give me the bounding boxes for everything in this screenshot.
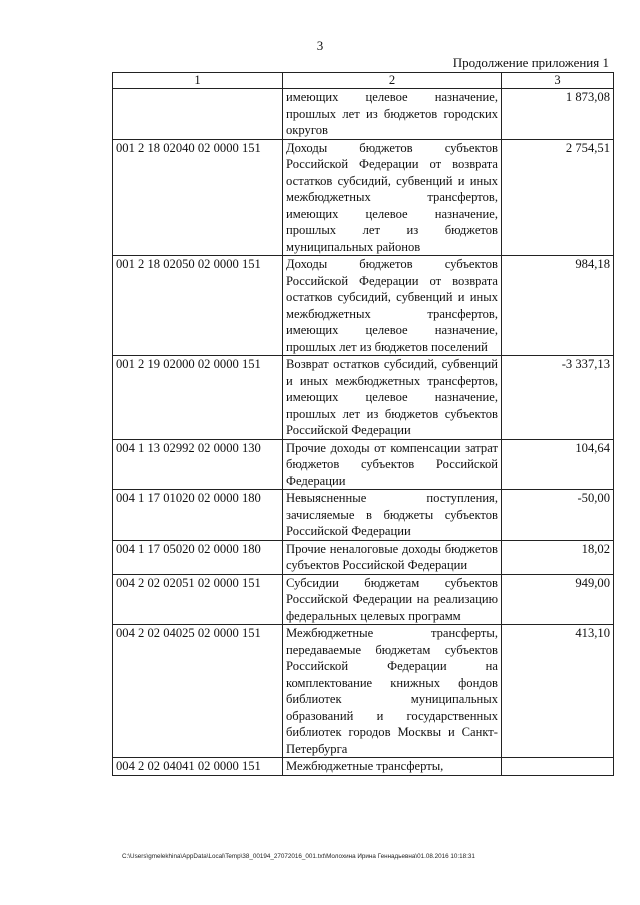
- row-description: Доходы бюджетов субъектов Российской Федерации от возврата остатков субсидий, субвенций и иных межбюджетных трансфертов, имеющих целевое назначение, прошлых лет из бюджетов муниципальных районов: [283, 139, 502, 256]
- row-description: Прочие неналоговые доходы бюджетов субъектов Российской Федерации: [283, 540, 502, 574]
- row-code: [113, 89, 283, 140]
- row-description: Возврат остатков субсидий, субвенций и иных межбюджетных трансфертов, имеющих целевое назначение, прошлых лет из бюджетов субъектов Российской Федерации: [283, 356, 502, 440]
- table-row: [113, 574, 614, 625]
- table-row: [113, 540, 614, 574]
- table-row: [113, 356, 614, 440]
- row-code: 001 2 19 02000 02 0000 151: [113, 356, 283, 440]
- row-amount: [502, 758, 614, 776]
- table-row: [113, 256, 614, 356]
- row-description: Межбюджетные трансферты, передаваемые бюджетам субъектов Российской Федерации на комплектование книжных фондов библиотек муниципальных образований и государственных библиотек городов Москвы и Санкт-Петербурга: [283, 625, 502, 758]
- column-header-description: 2: [283, 73, 502, 89]
- row-amount: 984,18: [502, 256, 614, 356]
- row-description: Невыясненные поступления, зачисляемые в бюджеты субъектов Российской Федерации: [283, 490, 502, 541]
- row-amount: 104,64: [502, 439, 614, 490]
- table-row: [113, 89, 614, 140]
- row-code: 004 1 17 05020 02 0000 180: [113, 540, 283, 574]
- row-amount: 2 754,51: [502, 139, 614, 256]
- row-amount: -50,00: [502, 490, 614, 541]
- row-amount: -3 337,13: [502, 356, 614, 440]
- row-code: 004 2 02 04025 02 0000 151: [113, 625, 283, 758]
- row-code: 004 2 02 04041 02 0000 151: [113, 758, 283, 776]
- column-header-amount: 3: [502, 73, 614, 89]
- table-row: [113, 758, 614, 776]
- footer-file-path: C:\Users\gmelekhina\AppData\Local\Temp\38_00194_27072016_001.txt\Молохина Ирина Геннадьевна\01.08.2016 10:18:31: [122, 853, 475, 860]
- row-code: 004 1 17 01020 02 0000 180: [113, 490, 283, 541]
- row-code: 004 2 02 02051 02 0000 151: [113, 574, 283, 625]
- row-code: 004 1 13 02992 02 0000 130: [113, 439, 283, 490]
- table-row: [113, 439, 614, 490]
- row-code: 001 2 18 02050 02 0000 151: [113, 256, 283, 356]
- row-code: 001 2 18 02040 02 0000 151: [113, 139, 283, 256]
- row-amount: 1 873,08: [502, 89, 614, 140]
- table-row: [113, 139, 614, 256]
- page-number: 3: [316, 38, 324, 53]
- row-description: Межбюджетные трансферты,: [283, 758, 502, 776]
- row-amount: 949,00: [502, 574, 614, 625]
- budget-table: [112, 72, 614, 776]
- row-amount: 413,10: [502, 625, 614, 758]
- table-row: [113, 625, 614, 758]
- row-description: Прочие доходы от компенсации затрат бюджетов субъектов Российской Федерации: [283, 439, 502, 490]
- table-header-row: [113, 73, 614, 89]
- row-description: имеющих целевое назначение, прошлых лет из бюджетов городских округов: [283, 89, 502, 140]
- table-row: [113, 490, 614, 541]
- column-header-code: 1: [113, 73, 283, 89]
- row-amount: 18,02: [502, 540, 614, 574]
- row-description: Субсидии бюджетам субъектов Российской Федерации на реализацию федеральных целевых программ: [283, 574, 502, 625]
- row-description: Доходы бюджетов субъектов Российской Федерации от возврата остатков субсидий, субвенций и иных межбюджетных трансфертов, имеющих целевое назначение, прошлых лет из бюджетов поселений: [283, 256, 502, 356]
- continuation-label: Продолжение приложения 1: [452, 55, 609, 70]
